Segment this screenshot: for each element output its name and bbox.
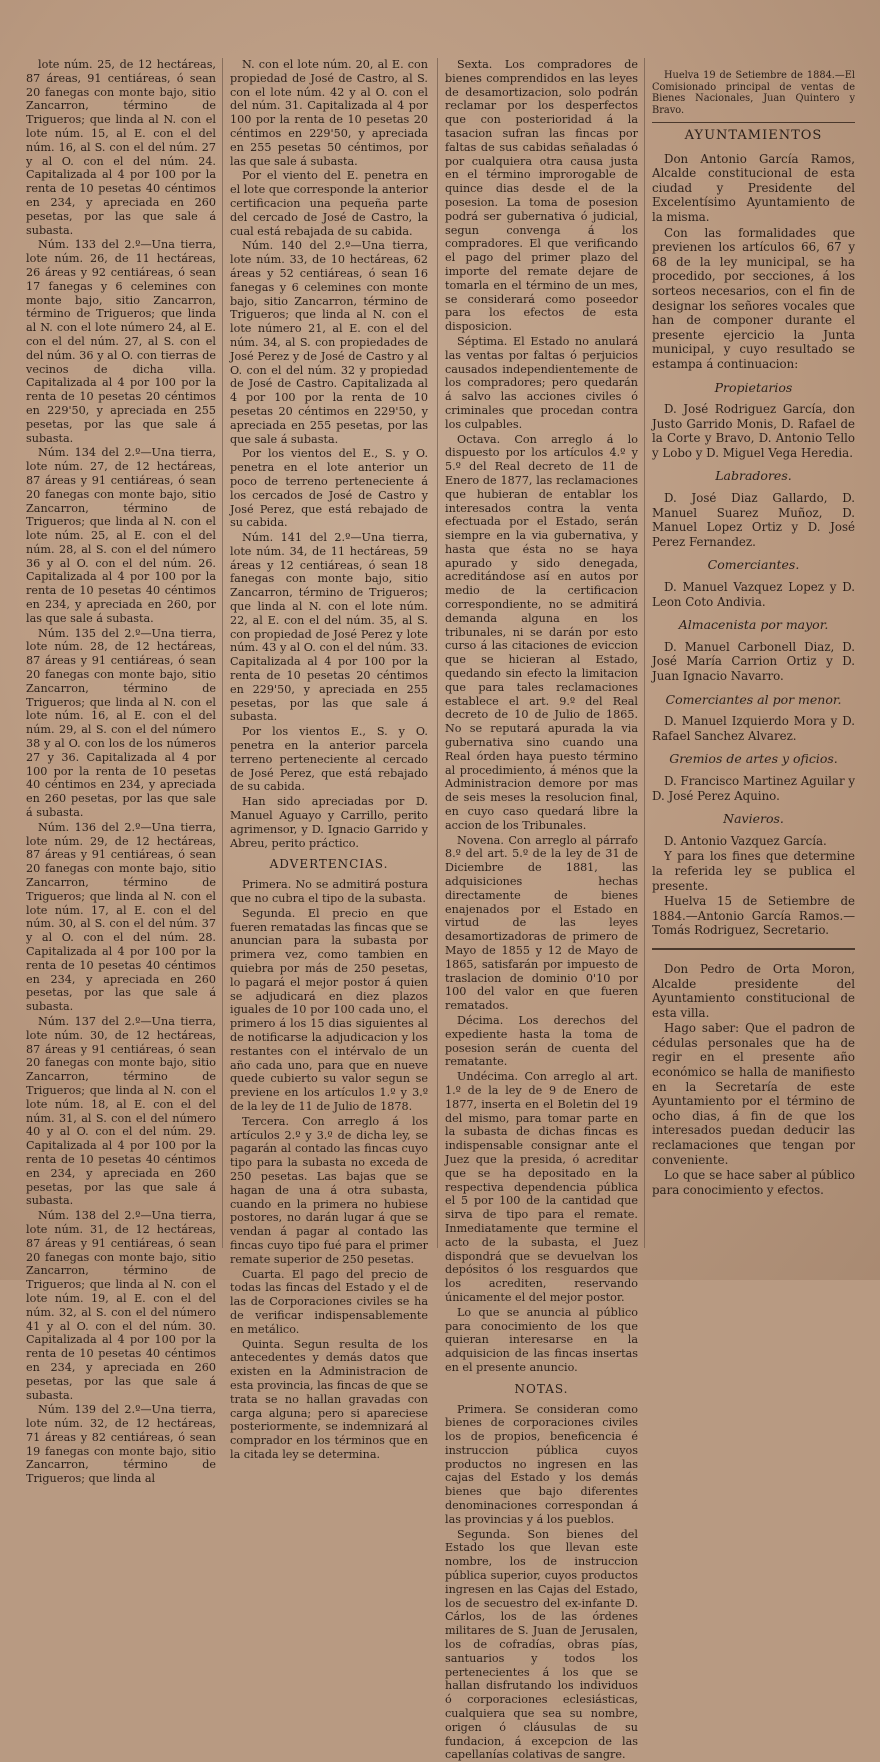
advertencia-paragraph: Undécima. Con arreglo al art. 1.º de la ley de 9 de Enero de 1877, inserta en el Boletin del 19 del mismo, para tomar parte en la subasta de dichas fincas es indispensable consignar ante el Juez que la presida, ó acreditar que se ha depositado en la respectiva dependencia pública el 5 por 100 de la cantidad que sirva de tipo para el remate. Inmediatamente que termine el acto de la subasta, el Juez dispondrá que se devuelvan los depósitos ó los resguardos que los acrediten, reservando únicamente el del mejor postor.: [445, 1070, 638, 1304]
advertencia-paragraph: Tercera. Con arreglo á los artículos 2.º y 3.º de dicha ley, se pagarán al contado las fincas cuyo tipo para la subasta no exceda de 250 pesetas. Las bajas que se hagan de una á otra subasta, cuando en la primera no hubiese postores, no darán lugar á que se vendan á pagar al contado las fincas cuyo tipo fué para el primer remate superior de 250 pesetas.: [230, 1114, 428, 1266]
category-heading-propietarios: Propietarios: [714, 379, 793, 395]
listing-paragraph: lote núm. 25, de 12 hectáreas, 87 áreas, 91 centiáreas, ó sean 20 fanegas con monte bajo, sitio Zancarron, término de Trigueros; que linda al N. con el lote núm. 15, al E. con el del núm. 16, al S. con el del núm. 27 y al O. con el del núm. 24. Capitalizada al 4 por 100 por la renta de 10 pesetas 40 céntimos en 234, y apreciada en 260 pesetas, por las que sale á subasta.: [26, 58, 216, 237]
nota-paragraph: Primera. Se consideran como bienes de corporaciones civiles los de propios, beneficencia é instruccion pública cuyos productos no ingresen en las cajas del Estado y los demás bienes que bajo diferentes denominaciones correspondan á las provincias y á los pueblos.: [445, 1402, 638, 1526]
closing-signature: Huelva 15 de Setiembre de 1884.—Antonio García Ramos.—Tomás Rodriguez, Secretario.: [652, 894, 855, 938]
advertencia-paragraph: Séptima. El Estado no anulará las ventas por faltas ó perjuicios causados independientemente de los compradores; pero quedarán á salvo las acciones civiles ó criminales que procedan contra los culpables.: [445, 334, 638, 431]
notas-heading: NOTAS.: [514, 1381, 569, 1396]
intro-paragraph: Con las formalidades que previenen los artículos 66, 67 y 68 de la ley municipal, se ha procedido, por secciones, á los sorteos necesarios, con el fin de designar los señores vocales que han de componer durante el presente ejercicio la Junta municipal, y cuyo resultado se estampa á continuacion:: [652, 225, 855, 371]
names-comerciantes: D. Manuel Vazquez Lopez y D. Leon Coto Andivia.: [652, 580, 855, 609]
column-4-ayuntamientos: [652, 70, 855, 1260]
column-rule-2: [437, 58, 438, 1248]
names-menor: D. Manuel Izquierdo Mora y D. Rafael Sanchez Alvarez.: [652, 714, 855, 743]
listing-paragraph: Por los vientos del E., S. y O. penetra en el lote anterior un poco de terreno perteneciente á los cercados de José de Castro y José Perez, que está rebajado de su cabida.: [230, 447, 428, 530]
listing-paragraph: Núm. 134 del 2.º—Una tierra, lote núm. 27, de 12 hectáreas, 87 áreas y 91 centiáreas, ó sean 20 fanegas con monte bajo, sitio Zancarron, término de Trigueros; que linda al N. con el lote núm. 25, al E. con el del núm. 28, al S. con el del número 36 y al O. con el del núm. 26. Capitalizada al 4 por 100 por la renta de 10 pesetas 40 céntimos en 234, y apreciada en 260, por las que sale á subasta.: [26, 446, 216, 625]
advertencia-paragraph: Octava. Con arreglo á lo dispuesto por los artículos 4.º y 5.º del Real decreto de 11 de Enero de 1877, las reclamaciones que hubieran de entablar los interesados contra la venta efectuada por el Estado, serán siempre en la via gubernativa, y hasta que ésta no se haya apurado y sido denegada, acreditándose así en autos por medio de la certificacion correspondiente, no se admitirá demanda alguna en los tribunales, ni se darán por esto curso á las citaciones de eviccion que se hicieran al Estado, quedando sin efecto la limitacion que para tales reclamaciones establece el art. 9.º del Real decreto de 10 de Julio de 1865. No se reputará apurada la via gubernativa sino cuando una Real órden haya puesto término al procedimiento, á ménos que la Administracion demore por mas de seis meses la resolucion final, en cuyo caso quedará libre la accion de los Tribunales.: [445, 432, 638, 832]
announcement-paragraph: Lo que se anuncia al público para conocimiento de los que quieran interesarse en la adquisicion de las fincas insertas en el presente anuncio.: [445, 1305, 638, 1374]
dateline-signature: Huelva 19 de Setiembre de 1884.—El Comisionado principal de ventas de Bienes Nacionales, Juan Quintero y Bravo.: [652, 70, 855, 116]
names-labradores: D. José Diaz Gallardo, D. Manuel Suarez Muñoz, D. Manuel Lopez Ortiz y D. José Perez Fernandez.: [652, 491, 855, 549]
advertencia-paragraph: Segunda. El precio en que fueren rematadas las fincas que se anuncian para la subasta por primera vez, como tambien en quiebra por más de 250 pesetas, lo pagará el mejor postor á quien se adjudicará en diez plazos iguales de 10 por 100 cada uno, el primero á los 15 dias siguientes al de notificarse la adjudicacion y los restantes con el intérvalo de un año cada uno, para que en nueve quede cubierto su valor segun se previene en los artículos 1.º y 3.º de la ley de 11 de Julio de 1878.: [230, 906, 428, 1113]
category-heading-almacenista: Almacenista por mayor.: [678, 617, 829, 633]
listing-paragraph: Núm. 138 del 2.º—Una tierra, lote núm. 31, de 12 hectáreas, 87 áreas y 91 centiáreas, ó sean 20 fanegas con monte bajo, sitio Zancarron, término de Trigueros; que linda al N. con el lote núm. 19, al E. con el del núm. 32, al S. con el del número 41 y al O. con el del núm. 30. Capitalizada al 4 por 100 por la renta de 10 pesetas 40 céntimos en 234, y apreciada en 260 pesetas, por las que sale á subasta.: [26, 1209, 216, 1402]
listing-paragraph: Por los vientos E., S. y O. penetra en la anterior parcela terreno perteneciente al cercado de José Perez, que está rebajado de su cabida.: [230, 725, 428, 794]
second-notice-paragraph: Hago saber: Que el padron de cédulas personales que ha de regir en el presente año económico se halla de manifiesto en la Secretaría de este Ayuntamiento por el término de ocho dias, á fin de que los interesados puedan deducir las reclamaciones que tengan por conveniente.: [652, 1021, 855, 1167]
column-rule-1: [222, 58, 223, 1248]
column-3: [445, 58, 638, 1762]
column-2: [230, 58, 428, 1461]
category-heading-menor: Comerciantes al por menor.: [665, 691, 842, 707]
listing-paragraph: Núm. 139 del 2.º—Una tierra, lote núm. 32, de 12 hectáreas, 71 áreas y 82 centiáreas, ó sean 19 fanegas con monte bajo, sitio Zancarron, término de Trigueros; que linda al: [26, 1403, 216, 1486]
advertencia-paragraph: Quinta. Segun resulta de los antecedentes y demás datos que existen en la Administracion de esta provincia, las fincas de que se trata se no hallan gravadas con carga alguna; pero si apareciese posteriormente, se indemnizará al comprador en los términos que en la citada ley se determina.: [230, 1337, 428, 1461]
category-heading-labradores: Labradores.: [715, 468, 792, 484]
listing-paragraph: Núm. 136 del 2.º—Una tierra, lote núm. 29, de 12 hectáreas, 87 áreas y 91 centiáreas, ó sean 20 fanegas con monte bajo, sitio Zancarron, término de Trigueros; que linda al N. con el lote núm. 17, al E. con el del núm. 30, al S. con el del núm. 37 y al O. con el del núm. 28. Capitalizada al 4 por 100 por la renta de 10 pesetas 40 céntimos en 234, y apreciada en 260 pesetas, por las que sale á subasta.: [26, 820, 216, 1014]
section-divider: [652, 948, 855, 950]
names-gremios: D. Francisco Martinez Aguilar y D. José Perez Aquino.: [652, 773, 855, 803]
listing-paragraph: Núm. 140 del 2.º—Una tierra, lote núm. 33, de 10 hectáreas, 62 áreas y 52 centiáreas, ó sean 16 fanegas y 6 celemines con monte bajo, sitio Zancarron, término de Trigueros; que linda al N. con el lote número 21, al E. con el del núm. 34, al S. con propiedades de José Perez y de José de Castro y al O. con el del núm. 32 y propiedad de José de Castro. Capitalizada al 4 por 100 por la renta de 10 pesetas 20 céntimos en 229'50, y apreciada en 255 pesetas, por las que sale á subasta.: [230, 239, 428, 446]
second-notice-paragraph: Lo que se hace saber al público para conocimiento y efectos.: [652, 1168, 855, 1197]
second-notice-paragraph: Don Pedro de Orta Moron, Alcalde presidente del Ayuntamiento constitucional de esta villa.: [652, 961, 855, 1020]
names-almacenista: D. Manuel Carbonell Diaz, D. José María Carrion Ortiz y D. Juan Ignacio Navarro.: [652, 639, 855, 683]
listing-paragraph: N. con el lote núm. 20, al E. con propiedad de José de Castro, al S. con el lote núm. 42 y al O. con el del núm. 31. Capitalizada al 4 por 100 por la renta de 10 pesetas 20 céntimos en 229'50, y apreciada en 255 pesetas 50 céntimos, por las que sale á subasta.: [230, 58, 428, 168]
intro-paragraph: Don Antonio García Ramos, Alcalde constitucional de esta ciudad y Presidente del Excelentísimo Ayuntamiento de la misma.: [652, 151, 855, 224]
advertencias-heading: ADVERTENCIAS.: [269, 857, 389, 872]
listing-paragraph: Por el viento del E. penetra en el lote que corresponde la anterior certificacion una pequeña parte del cercado de José de Castro, la cual está rebajada de su cabida.: [230, 169, 428, 238]
listing-paragraph: Núm. 133 del 2.º—Una tierra, lote núm. 26, de 11 hectáreas, 26 áreas y 92 centiáreas, ó sean 17 fanegas y 6 celemines con monte bajo, sitio Zancarron, término de Trigueros; que linda al N. con el lote número 24, al E. con el del núm. 27, al S. con el del núm. 36 y al O. con tierras de vecinos de dicha villa. Capitalizada al 4 por 100 por la renta de 10 pesetas 20 céntimos en 229'50, y apreciada en 255 pesetas, por las que sale á subasta.: [26, 238, 216, 445]
nota-paragraph: Segunda. Son bienes del Estado los que llevan este nombre, los de instruccion pública superior, cuyos productos ingresen en las Cajas del Estado, los de secuestro del ex-infante D. Cárlos, los de las órdenes militares de S. Juan de Jerusalen, los de cofradías, obras pías, santuarios y todos los pertenecientes á los que se hallan disfrutando los individuos ó corporaciones eclesiásticas, cualquiera que sea su nombre, origen ó cláusulas de su fundacion, á excepcion de las capellanías colativas de sangre.: [445, 1527, 638, 1762]
listing-paragraph: Núm. 141 del 2.º—Una tierra, lote núm. 34, de 11 hectáreas, 59 áreas y 12 centiáreas, ó sean 18 fanegas con monte bajo, sitio Zancarron, término de Trigueros; que linda al N. con el lote núm. 22, al E. con el del núm. 35, al S. con propiedad de José Perez y lote núm. 43 y al O. con el del núm. 33. Capitalizada al 4 por 100 por la renta de 10 pesetas 20 céntimos en 229'50, y apreciada en 255 pesetas, por las que sale á subasta.: [230, 531, 428, 724]
column-1-property-listings: [26, 58, 216, 1486]
names-navieros: D. Antonio Vazquez García.: [664, 833, 827, 848]
ayuntamientos-heading: AYUNTAMIENTOS: [684, 128, 823, 143]
listing-paragraph: Núm. 137 del 2.º—Una tierra, lote núm. 30, de 12 hectáreas, 87 áreas y 91 centiáreas, ó sean 20 fanegas con monte bajo, sitio Zancarron, término de Trigueros; que linda al N. con el lote núm. 18, al E. con el del núm. 31, al S. con el del número 40 y al O. con el del núm. 29. Capitalizada al 4 por 100 por la renta de 10 pesetas 40 céntimos en 234, y apreciada en 260 pesetas, por las que sale á subasta.: [26, 1014, 216, 1208]
category-heading-navieros: Navieros.: [723, 811, 784, 827]
listing-paragraph: Núm. 135 del 2.º—Una tierra, lote núm. 28, de 12 hectáreas, 87 áreas y 91 centiáreas, ó sean 20 fanegas con monte bajo, sitio Zancarron, término de Trigueros; que linda al N. con el lote núm. 16, al E. con el del núm. 29, al S. con el del número 38 y al O. con los de los números 27 y 36. Capitalizada al 4 por 100 por la renta de 10 pesetas 40 céntimos en 234, y apreciada en 260 pesetas, por las que sale á subasta.: [26, 626, 216, 820]
closing-paragraph: Y para los fines que determine la referida ley se publica el presente.: [652, 849, 855, 893]
advertencia-paragraph: Novena. Con arreglo al párrafo 8.º del art. 5.º de la ley de 31 de Diciembre de 1881, las adquisiciones hechas directamente de bienes enajenados por el Estado en virtud de las leyes desamortizadoras de primero de Mayo de 1855 y 12 de Mayo de 1865, satisfarán por impuesto de traslacion de dominio 0'10 por 100 del valor en que fueren rematados.: [445, 833, 638, 1013]
advertencia-paragraph: Primera. No se admitirá postura que no cubra el tipo de la subasta.: [230, 878, 428, 906]
advertencia-paragraph: Décima. Los derechos del expediente hasta la toma de posesion serán de cuenta del rematante.: [445, 1013, 638, 1069]
names-propietarios: D. José Rodriguez García, don Justo Garrido Monis, D. Rafael de la Corte y Bravo, D. Antonio Tello y Lobo y D. Miguel Vega Heredia.: [652, 402, 855, 460]
appraisers-paragraph: Han sido apreciadas por D. Manuel Aguayo y Carrillo, perito agrimensor, y D. Ignacio Garrido y Abreu, perito práctico.: [230, 795, 428, 850]
category-heading-comerciantes: Comerciantes.: [707, 557, 800, 573]
advertencia-paragraph: Sexta. Los compradores de bienes comprendidos en las leyes de desamortizacion, solo podrán reclamar por los desperfectos que con posterioridad á la tasacion sufran las fincas por faltas de sus cabidas señaladas ó por cualquiera otra causa justa en el término improrogable de quince dias desde el de la posesion. La toma de posesion podrá ser gubernativa ó judicial, segun convenga á los compradores. El que verificando el pago del primer plazo del importe del remate dejare de tomarla en el término de un mes, se considerará como poseedor para los efectos de esta disposicion.: [445, 58, 638, 334]
section-divider: [652, 122, 855, 123]
column-rule-3: [644, 58, 645, 1248]
category-heading-gremios: Gremios de artes y oficios.: [669, 751, 838, 767]
advertencia-paragraph: Cuarta. El pago del precio de todas las fincas del Estado y el de las de Corporaciones civiles se ha de verificar indispensablemente en metálico.: [230, 1267, 428, 1336]
